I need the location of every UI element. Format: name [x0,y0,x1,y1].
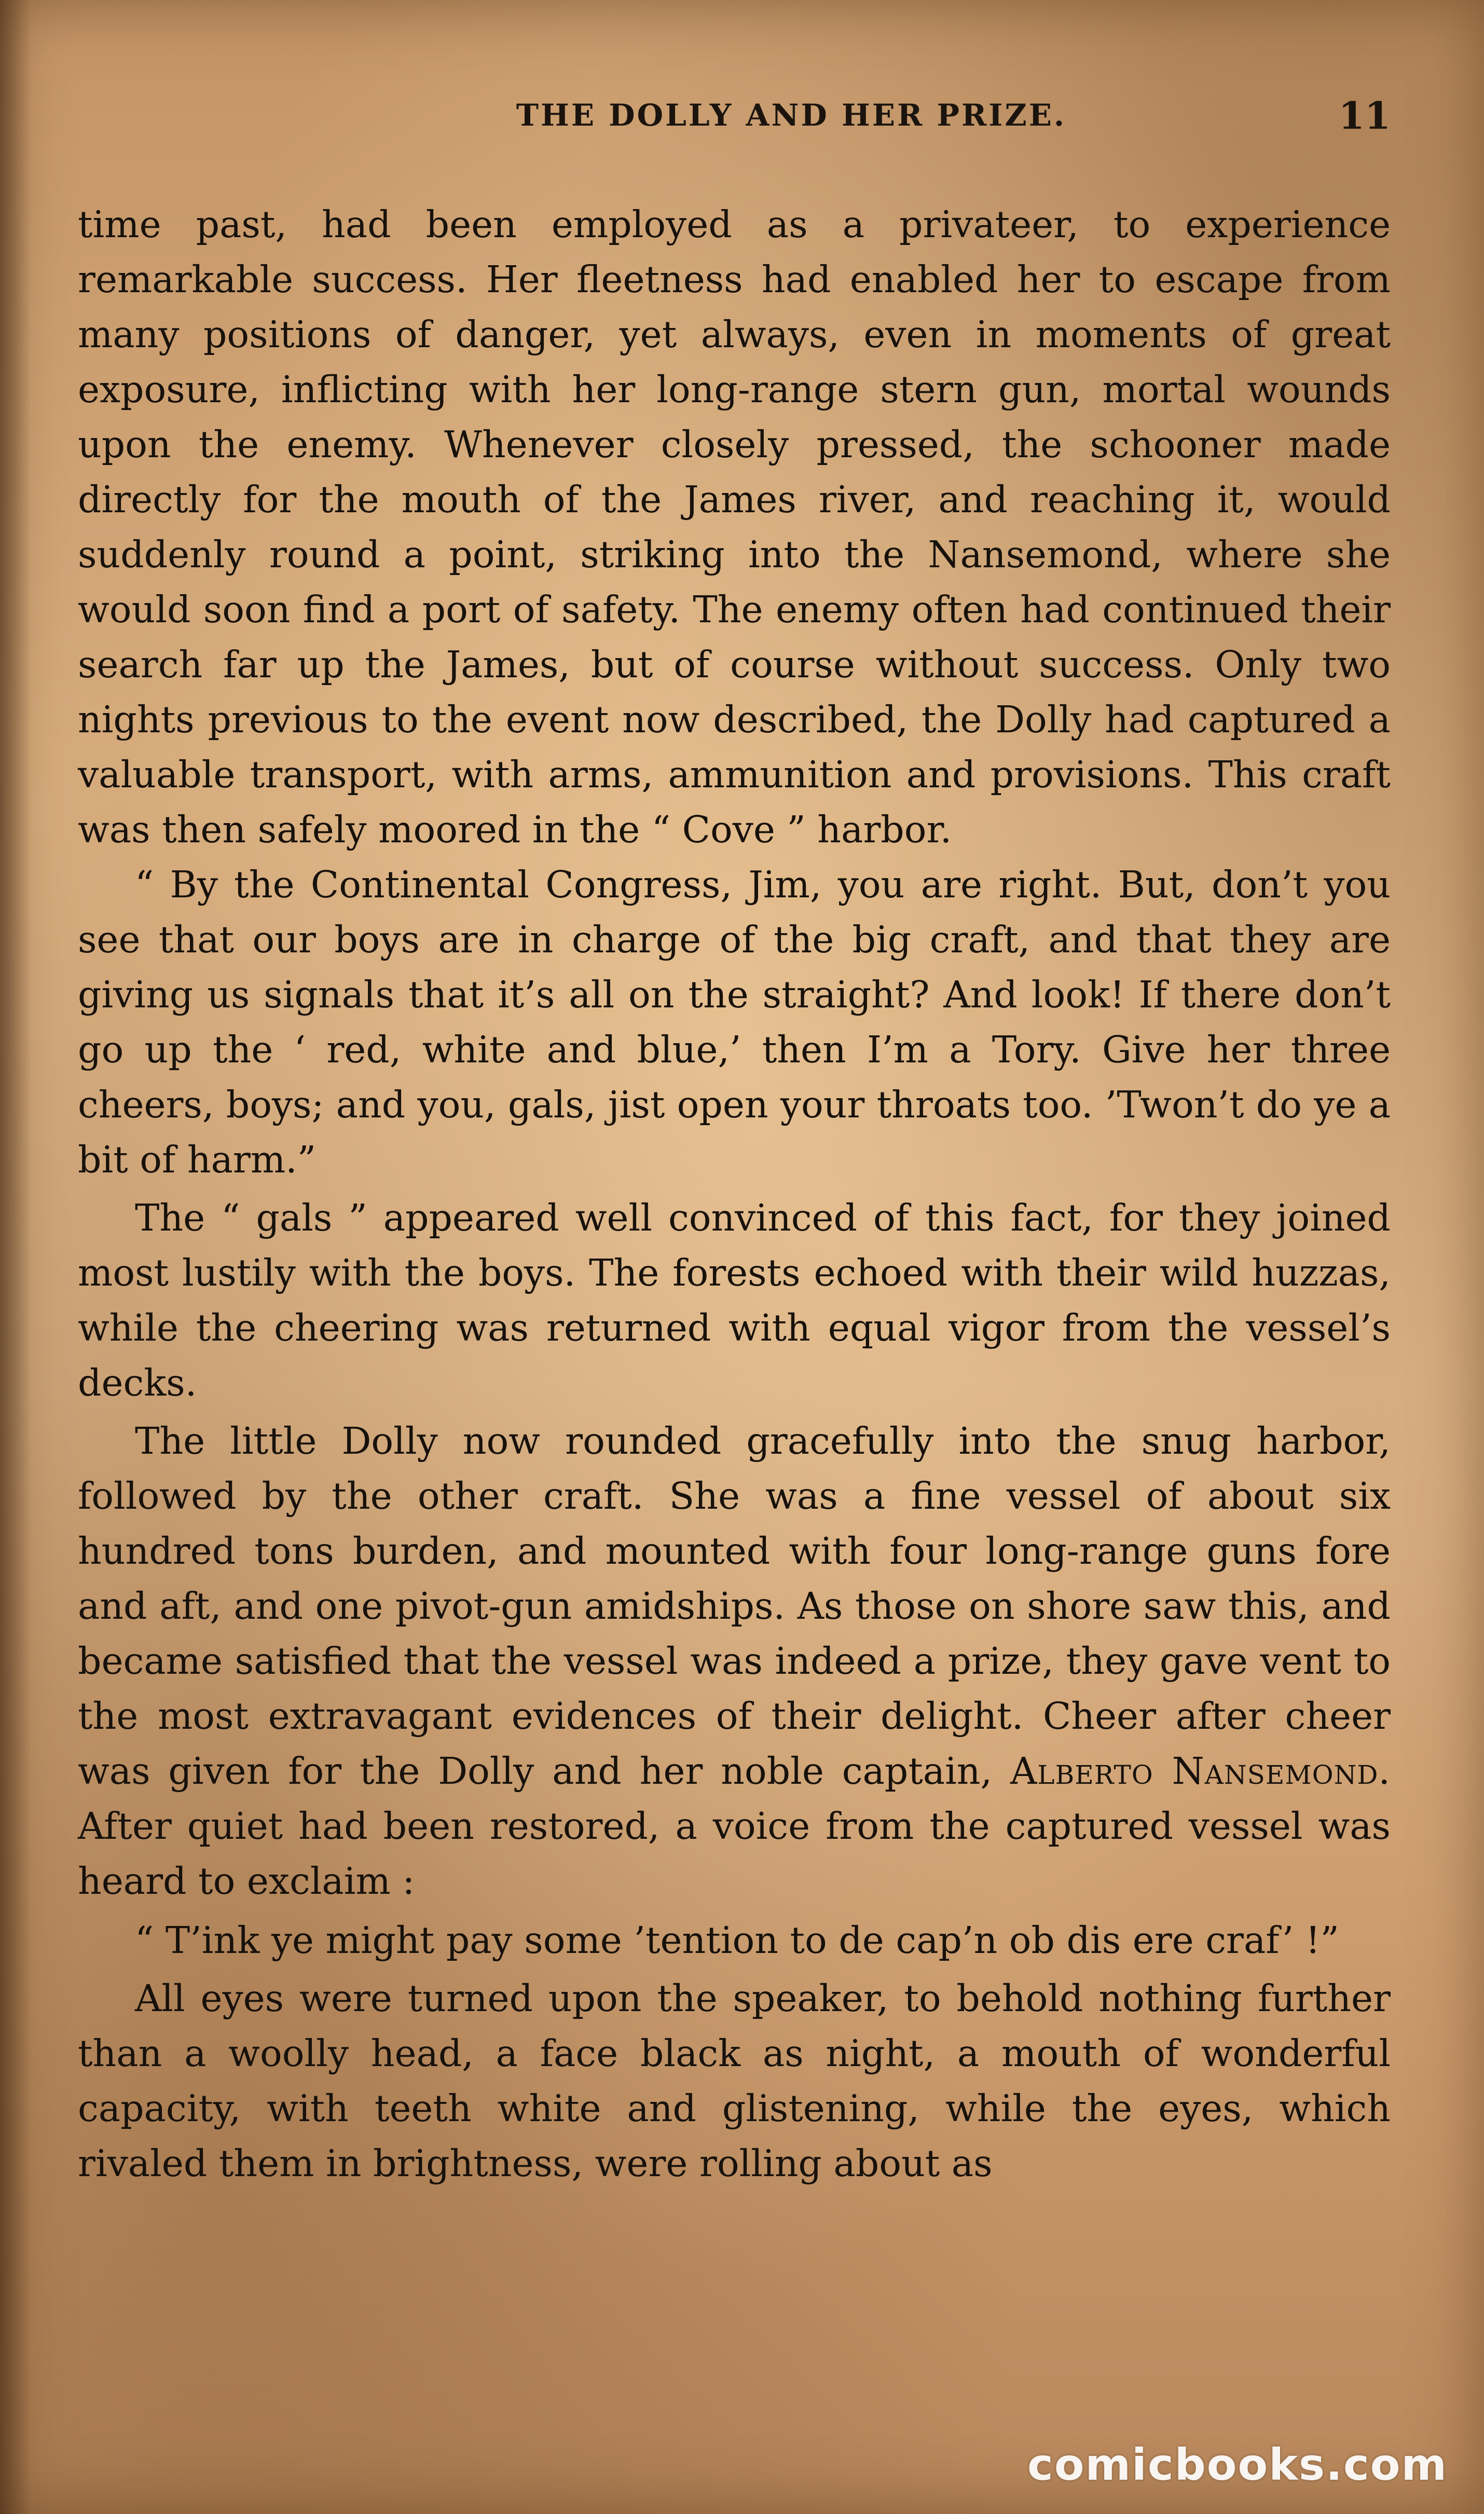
paragraph-4-text-start: The little Dolly now rounded gracefully into the snug harbor, followed by the other craft. She was a fine vessel of about six hundred tons burden, and mounted with four long-range guns fore and aft, and one pivot-gun amidships. As those on shore saw this, and became satisfied that the vessel was indeed a prize, they gave vent to the most extravagant evidences of their delight. Cheer after cheer was given for the Dolly and her noble captain, [78,1419,1391,1793]
paragraph-4-text-end: After quiet had been restored, a voice from the captured vessel was heard to exclaim : [78,1805,1391,1903]
watermark: comicbooks.com [1027,2439,1448,2490]
captain-name: Alberto Nansemond. [1010,1750,1391,1793]
running-title: THE DOLLY AND HER PRIZE. [516,98,1067,133]
page-header [78,88,1391,145]
paragraph-2: “ By the Continental Congress, Jim, you are right. But, don’t you see that our boys are in charge of the big craft, and that they are giving us signals that it’s all on the straight? And look! If there don’t go up the ‘ red, white and blue,’ then I’m a Tory. Give her three cheers, boys; and you, gals, jist open your throats too. ’Twon’t do ye a bit of harm.” [78,863,1391,1181]
body-text [78,197,1391,2191]
page-gutter-shadow [0,0,31,2514]
page-number: 11 [1338,93,1391,138]
paragraph-4 [78,1414,1391,1909]
paragraph-1: time past, had been employed as a privateer, to experience remarkable success. Her fleetness had enabled her to escape from many positions of danger, yet always, even in moments of great exposure, inflicting with her long-range stern gun, mortal wounds upon the enemy. Whenever closely pressed, the schooner made directly for the mouth of the James river, and reaching it, would suddenly round a point, striking into the Nansemond, where she would soon find a port of safety. The enemy often had continued their search far up the James, but of course without success. Only two nights previous to the event now described, the Dolly had captured a valuable transport, with arms, ammunition and provisions. This craft was then safely moored in the “ Cove ” harbor. [78,203,1391,851]
paragraph-5: “ T’ink ye might pay some ’tention to de cap’n ob dis ere craf’ !” [135,1919,1339,1962]
paragraph-6: All eyes were turned upon the speaker, to behold nothing further than a woolly head, a face black as night, a mouth of wonderful capacity, with teeth white and glistening, while the eyes, which rivaled them in brightness, were rolling about as [78,1977,1391,2185]
paragraph-3: The “ gals ” appeared well convinced of this fact, for they joined most lustily with the boys. The forests echoed with their wild huzzas, while the cheering was returned with equal vigor from the vessel’s decks. [78,1196,1391,1404]
